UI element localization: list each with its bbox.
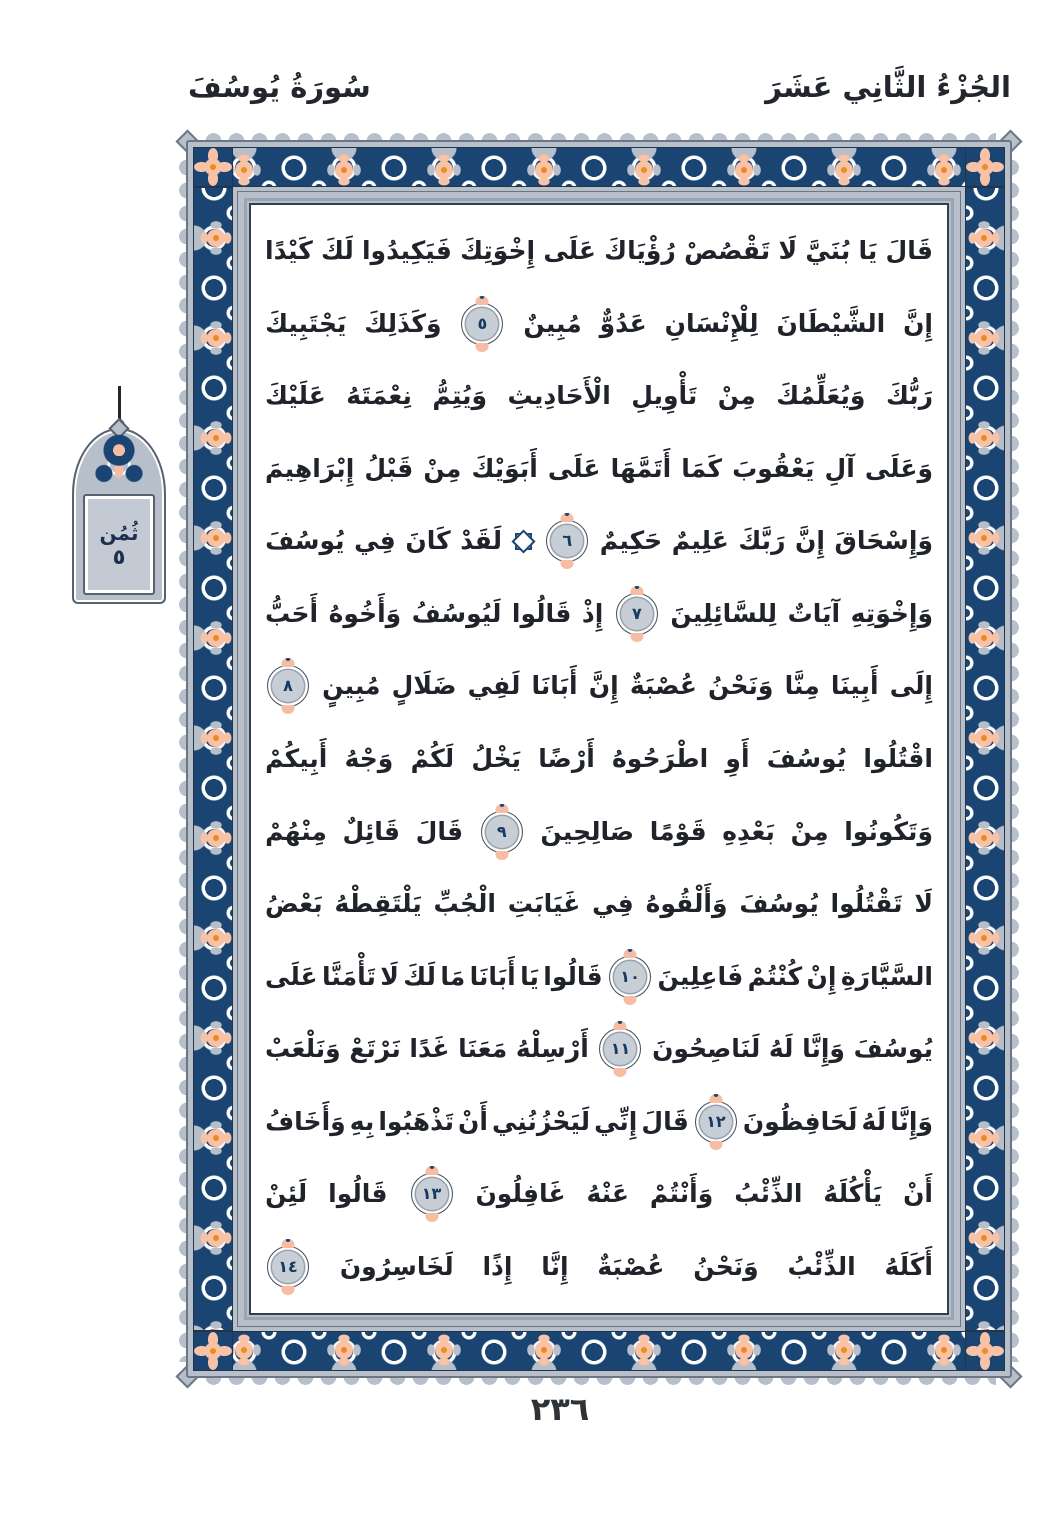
frame-flower-corner-top-right: [965, 147, 1005, 187]
quran-word: الْأَحَادِيثِ: [507, 381, 611, 411]
quran-word: وَجْهُ: [344, 743, 394, 773]
quran-line: [265, 940, 933, 1013]
quran-word: لَيَحْزُنُنِي: [491, 1106, 591, 1136]
quran-word: أَبَانَا: [469, 961, 516, 991]
frame-ornament-band-bottom: [193, 1331, 1005, 1371]
ayah-number: ١٢: [706, 1111, 726, 1131]
quran-word: إِنَّ: [795, 526, 825, 556]
ayah-number-medallion: [267, 1246, 309, 1288]
quran-word: لَكُمْ: [410, 743, 455, 773]
quran-word: كَيْدًا: [265, 236, 313, 266]
frame-flower-corner-bottom-right: [965, 1331, 1005, 1371]
quran-word: وَإِخْوَتِهِ: [850, 598, 933, 628]
quran-word: إِنْ: [806, 961, 837, 991]
quran-word: عَلَى: [547, 453, 601, 483]
juz-title: الجُزْءُ الثَّانِي عَشَرَ: [765, 70, 1011, 104]
quran-word: لَئِنْ: [265, 1179, 308, 1209]
quran-word: إِلَى: [889, 671, 933, 701]
quran-line: [265, 795, 933, 868]
quran-word: حَكِيمٌ: [599, 526, 663, 556]
ayah-number-medallion: [609, 956, 651, 998]
quran-word: تَذْهَبُوا: [378, 1106, 454, 1136]
quran-word: مِنْ: [790, 816, 829, 846]
quran-word: آلِ: [824, 453, 855, 483]
quran-word: تَأْوِيلِ: [631, 381, 698, 411]
quran-word: قَالَ: [885, 236, 933, 266]
quran-word: الذِّئْبُ: [787, 1251, 856, 1281]
quran-word: قَالُوا: [328, 1179, 388, 1209]
quran-word: يَا: [520, 961, 539, 991]
quran-word: نَرْتَعْ: [349, 1034, 401, 1064]
quran-word: قَائِلٌ: [342, 816, 401, 846]
quran-line: [265, 723, 933, 796]
quran-word: عَدُوٌّ: [599, 308, 647, 338]
quran-word: عُصْبَةٌ: [629, 671, 697, 701]
quran-lines: [251, 205, 947, 1313]
quran-word: إِنَّ: [903, 308, 933, 338]
quran-word: إِخْوَتِكَ: [460, 236, 536, 266]
ayah-number: ٨: [283, 676, 293, 696]
quran-word: أَوِ: [725, 743, 750, 773]
quran-word: كُنْتُمْ: [747, 961, 803, 991]
quran-word: مَا: [440, 961, 466, 991]
quran-word: ضَلَالٍ: [391, 671, 457, 701]
quran-word: غَافِلُونَ: [475, 1179, 566, 1209]
quran-word: اقْتُلُوا: [863, 743, 933, 773]
quran-word: فِي: [592, 889, 634, 919]
quran-word: تَقْتُلُوا: [830, 889, 903, 919]
quran-word: مُبِينٌ: [523, 308, 582, 338]
quran-line: [265, 288, 933, 361]
quran-word: الْجُبِّ: [433, 889, 496, 919]
quran-word: وَأَلْقُوهُ: [645, 889, 728, 919]
quran-line: [265, 650, 933, 723]
ayah-number-medallion: [411, 1173, 453, 1215]
ayah-number: ١١: [610, 1039, 631, 1059]
ornamental-frame: [186, 140, 1012, 1378]
quran-word: إِنِّي: [594, 1106, 638, 1136]
quran-word: بُنَيَّ: [805, 236, 851, 266]
ayah-number: ٥: [477, 313, 488, 333]
quran-word: قَوْمًا: [649, 816, 707, 846]
quran-word: يَعْقُوبَ: [732, 453, 815, 483]
frame-flower-corner-bottom-left: [193, 1331, 233, 1371]
quran-word: يَأْكُلَهُ: [823, 1179, 883, 1209]
quran-word: مِنْ: [423, 453, 462, 483]
quran-line: [265, 433, 933, 506]
quran-word: وَنَلْعَبْ: [265, 1034, 341, 1064]
quran-word: أَكَلَهُ: [884, 1251, 933, 1281]
quran-word: رَبُّكَ: [885, 381, 933, 411]
ayah-number: ٦: [562, 531, 573, 551]
quran-word: رُؤْيَاكَ: [604, 236, 676, 266]
ayah-number-medallion: [616, 593, 658, 635]
frame-ornament-band-right: [965, 187, 1005, 1331]
ayah-number-medallion: [267, 665, 309, 707]
quran-word: وَإِسْحَاقَ: [834, 526, 933, 556]
frame-ornament-band-top: [193, 147, 1005, 187]
quran-word: بَعْدِهِ: [722, 816, 775, 846]
quran-word: لِلْإِنْسَانِ: [664, 308, 759, 338]
quran-word: غَيَابَتِ: [507, 889, 581, 919]
quran-word: يَخْلُ: [471, 743, 522, 773]
quran-word: الذِّئْبُ: [734, 1179, 803, 1209]
quran-word: لَنَاصِحُونَ: [652, 1034, 761, 1064]
quran-line: [265, 1085, 933, 1158]
quran-word: لَكَ: [403, 961, 436, 991]
quran-word: بِهِ: [349, 1106, 375, 1136]
thumn-margin-marker: [72, 386, 166, 604]
ayah-number-medallion: [481, 811, 523, 853]
quran-word: عَلَى: [543, 236, 596, 266]
quran-word: غَدًا: [409, 1034, 450, 1064]
quran-word: كَانَ: [405, 526, 451, 556]
quran-word: يَا: [858, 236, 878, 266]
quran-word: الشَّيْطَانَ: [776, 308, 886, 338]
quran-word: عَنْهُ: [586, 1179, 629, 1209]
quran-word: لَحَافِظُونَ: [742, 1106, 858, 1136]
quran-word: أَبِينَا: [830, 671, 879, 701]
ayah-number-medallion: [546, 520, 588, 562]
ayah-number: ١٣: [421, 1184, 442, 1204]
quran-word: كَمَا: [681, 453, 722, 483]
quran-word: وَأَخُوهُ: [328, 598, 402, 628]
quran-word: أَنْ: [458, 1106, 488, 1136]
quran-word: أَبِيكُمْ: [265, 743, 328, 773]
quran-word: وَيُعَلِّمُكَ: [776, 381, 866, 411]
quran-word: عَلَى: [265, 961, 318, 991]
quran-word: تَقْصُصْ: [684, 236, 771, 266]
quran-word: فِي: [354, 526, 396, 556]
quran-line: [265, 868, 933, 941]
quran-line: [265, 505, 933, 578]
quran-word: وَإِنَّا: [802, 1034, 845, 1064]
surah-title: سُورَةُ يُوسُفَ: [188, 70, 371, 104]
quran-word: قَالُوا: [511, 598, 572, 628]
quran-word: أَرْضًا: [538, 743, 595, 773]
quran-word: وَأَنْتُمْ: [649, 1179, 714, 1209]
quran-word: لَهُ: [768, 1034, 794, 1064]
ayah-number: ١٠: [620, 966, 640, 986]
quran-line: [265, 1158, 933, 1231]
ayah-number: ٩: [496, 821, 507, 841]
quran-word: مِنْهُمْ: [265, 816, 327, 846]
marker-crown-ornament: [90, 434, 148, 492]
quran-word: نِعْمَتَهُ: [346, 381, 412, 411]
quran-word: وَتَكُونُوا: [844, 816, 933, 846]
quran-word: إِنَّا: [541, 1251, 569, 1281]
quran-word: أَبَوَيْكَ: [471, 453, 538, 483]
quran-word: قَبْلُ: [364, 453, 414, 483]
quran-word: بَعْضُ: [265, 889, 323, 919]
frame-ornament-band-left: [193, 187, 233, 1331]
quran-word: لَكَ: [321, 236, 354, 266]
quran-word: يُوسُفَ: [766, 743, 847, 773]
page-number: ٢٣٦: [530, 1390, 590, 1428]
quran-line: [265, 215, 933, 288]
marker-dome: [72, 428, 166, 604]
quran-word: أَتَمَّهَا: [610, 453, 672, 483]
ayah-number-medallion: [695, 1101, 737, 1143]
quran-word: وَعَلَى: [864, 453, 933, 483]
quran-word: لَقَدْ: [460, 526, 503, 556]
quran-word: لَيُوسُفُ: [411, 598, 502, 628]
quran-word: تَأْمَنَّا: [322, 961, 376, 991]
quran-word: لَا: [778, 236, 798, 266]
quran-word: إِنَّ: [588, 671, 619, 701]
quran-word: أَنْ: [903, 1179, 933, 1209]
quran-word: رَبَّكَ: [738, 526, 786, 556]
hizb-star-icon: [515, 533, 532, 550]
quran-word: وَنَحْنُ: [708, 671, 774, 701]
quran-word: فَاعِلِينَ: [657, 961, 744, 991]
quran-word: لَا: [914, 889, 933, 919]
quran-word: يُوسُفَ: [739, 889, 819, 919]
quran-word: قَالَ: [641, 1106, 689, 1136]
marker-value: ٥: [112, 544, 126, 569]
quran-word: عُصْبَةٌ: [597, 1251, 665, 1281]
ayah-number-medallion: [461, 303, 503, 345]
quran-word: مِنَّا: [784, 671, 820, 701]
quran-word: يُوسُفَ: [265, 526, 345, 556]
quran-line: [265, 1013, 933, 1086]
quran-word: قَالُوا: [543, 961, 603, 991]
quran-word: لَفِي: [467, 671, 521, 701]
ayah-number: ١٤: [278, 1256, 298, 1276]
quran-word: يَلْتَقِطْهُ: [334, 889, 422, 919]
quran-word: يَجْتَبِيكَ: [265, 308, 347, 338]
quran-word: قَالَ: [415, 816, 464, 846]
frame-scallop-right: [1011, 156, 1020, 1362]
quran-word: أَبَانَا: [531, 671, 578, 701]
quran-word: مَعَنَا: [458, 1034, 508, 1064]
quran-word: مِنْ: [717, 381, 756, 411]
quran-word: أَحَبُّ: [265, 598, 319, 628]
frame-scallop-bottom: [202, 1377, 996, 1386]
quran-word: وَيُتِمُّ: [432, 381, 488, 411]
quran-word: إِذًا: [482, 1251, 513, 1281]
quran-word: وَأَخَافُ: [265, 1106, 346, 1136]
frame-flower-corner-top-left: [193, 147, 233, 187]
quran-word: وَإِنَّا: [890, 1106, 933, 1136]
quran-word: عَلَيْكَ: [265, 381, 326, 411]
quran-word: آيَاتٌ: [787, 598, 841, 628]
ayah-number-medallion: [599, 1028, 641, 1070]
quran-word: وَكَذَلِكَ: [364, 308, 442, 338]
quran-word: يُوسُفَ: [853, 1034, 933, 1064]
quran-word: صَالِحِينَ: [540, 816, 635, 846]
marker-label: ثُمُن: [99, 520, 139, 545]
quran-line: [265, 360, 933, 433]
marker-panel: [83, 494, 155, 595]
quran-word: لَا: [380, 961, 399, 991]
quran-word: اطْرَحُوهُ: [612, 743, 709, 773]
quran-word: لَخَاسِرُونَ: [339, 1251, 454, 1281]
quran-word: مُبِينٍ: [322, 671, 381, 701]
quran-word: عَلِيمٌ: [671, 526, 729, 556]
marker-stem: [118, 386, 121, 420]
quran-line: [265, 578, 933, 651]
quran-word: أَرْسِلْهُ: [515, 1034, 589, 1064]
ayah-number: ٧: [631, 603, 642, 623]
quran-word: فَيَكِيدُوا: [361, 236, 452, 266]
quran-word: لِلسَّائِلِينَ: [670, 598, 778, 628]
quran-word: وَنَحْنُ: [693, 1251, 759, 1281]
quran-word: لَهُ: [861, 1106, 887, 1136]
quran-word: إِبْرَاهِيمَ: [265, 453, 355, 483]
quran-line: [265, 1230, 933, 1303]
quran-word: إِذْ: [581, 598, 604, 628]
quran-word: السَّيَّارَةِ: [840, 961, 933, 991]
